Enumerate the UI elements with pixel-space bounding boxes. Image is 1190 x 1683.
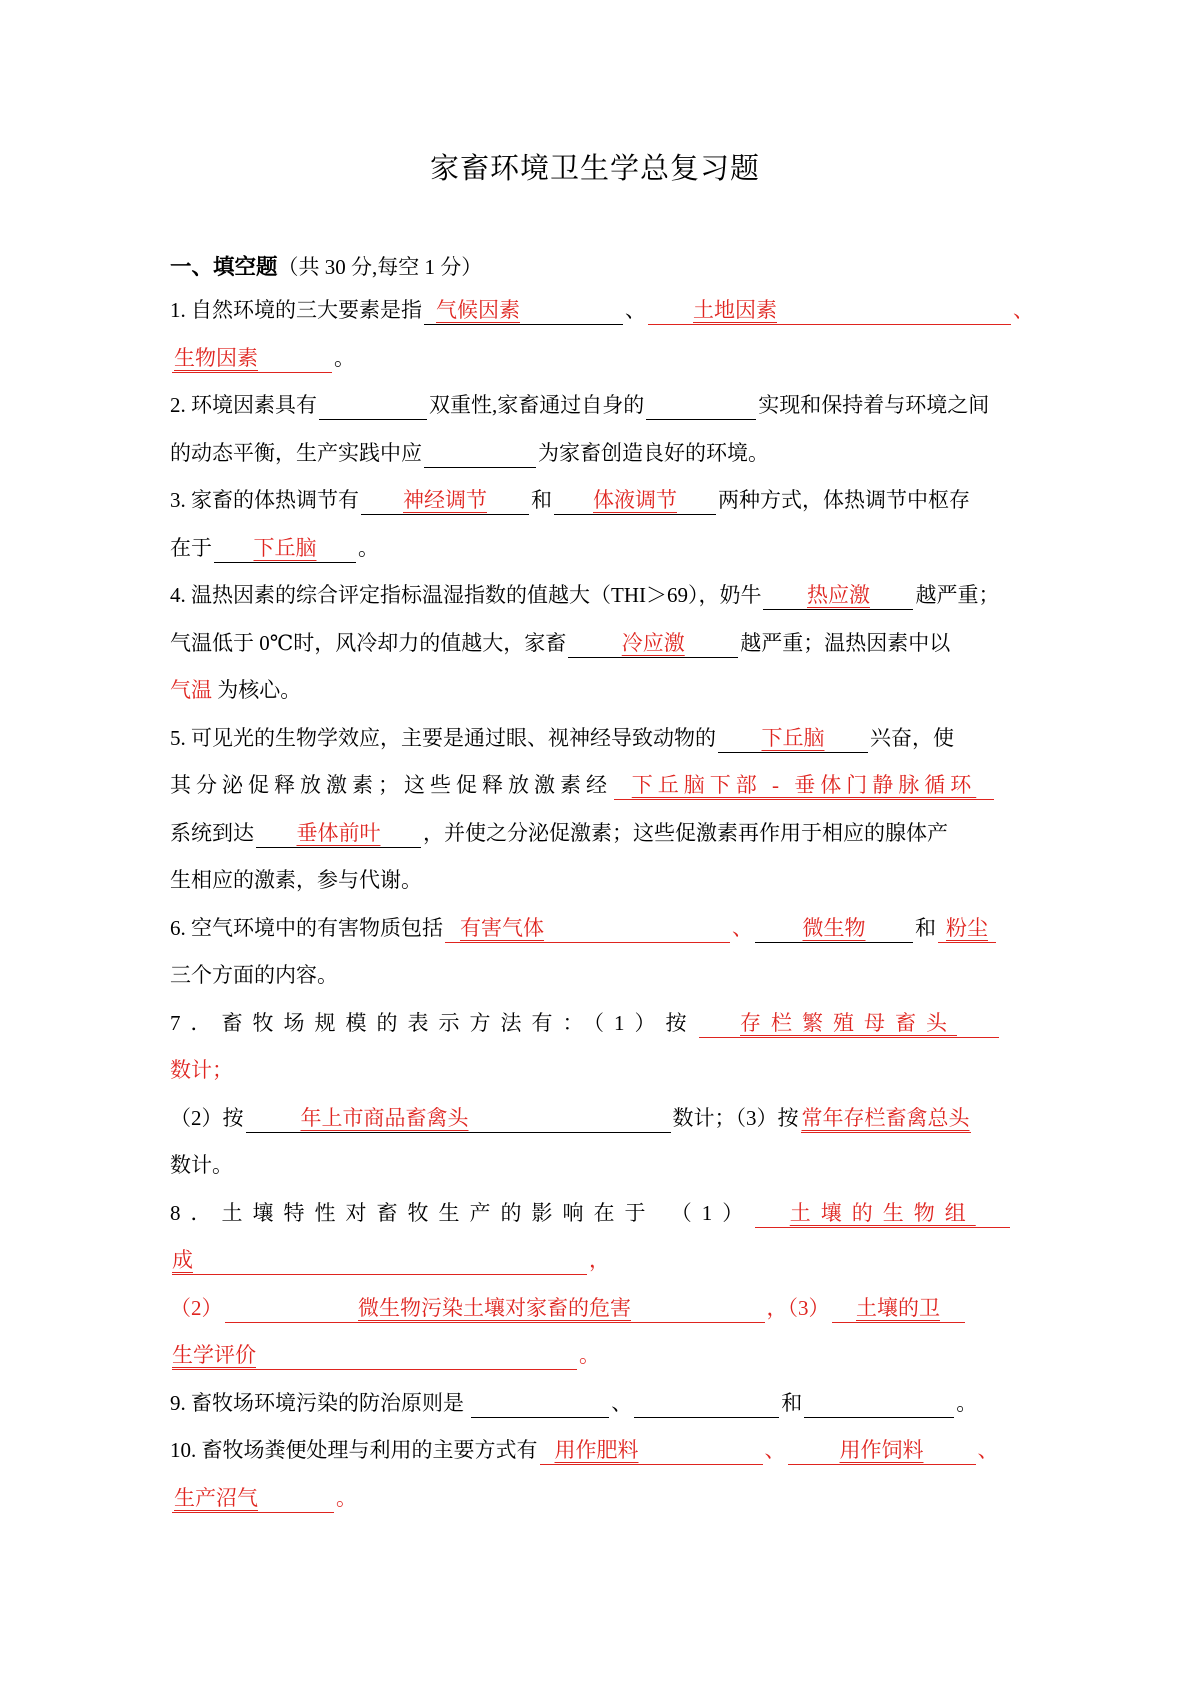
q8-line-3 <box>170 1295 1030 1343</box>
question-text: 3. 家畜的体热调节有 <box>170 488 359 512</box>
separator: ， <box>589 1248 610 1272</box>
q8-blank-4 <box>832 1295 965 1323</box>
question-text: 在于 <box>170 535 212 560</box>
separator: 、 <box>764 1438 786 1462</box>
q10-blank-1 <box>540 1437 763 1465</box>
separator: 、 <box>611 1390 633 1415</box>
q2-blank-2-empty <box>646 392 756 420</box>
question-text: 6. 空气环境中的有害物质包括 <box>170 915 443 940</box>
answer-text: 体液调节 <box>593 488 677 512</box>
question-text: 。 <box>358 535 379 560</box>
q8-blank-5 <box>172 1342 577 1370</box>
question-text: 1. 自然环境的三大要素是指 <box>170 298 422 322</box>
q1-blank-1 <box>424 297 623 325</box>
q1-line-2 <box>170 345 1030 393</box>
answer-text: 气温 <box>170 678 212 702</box>
answer-text: 成 <box>172 1248 193 1272</box>
q8-line-1 <box>170 1200 1030 1248</box>
question-text: 数计。 <box>170 1153 233 1177</box>
q4-line-1 <box>170 582 1030 630</box>
q2-blank-3-empty <box>424 440 536 468</box>
q5-line-4 <box>170 867 1030 915</box>
q5-blank-2 <box>614 772 994 800</box>
question-text: 和 <box>915 915 936 940</box>
answer-text: 粉尘 <box>946 915 988 940</box>
question-text: （2） <box>170 1295 223 1320</box>
q6-blank-1 <box>445 915 730 943</box>
answer-text: 土壤的生物组 <box>789 1200 976 1225</box>
q3-line-2 <box>170 535 1030 583</box>
question-text: 越严重； <box>915 583 1000 607</box>
separator: 。 <box>336 1485 357 1510</box>
answer-text: 常年存栏畜禽总头 <box>801 1105 970 1130</box>
question-text: 兴奋，使 <box>870 725 954 750</box>
q7-line-3 <box>170 1105 1030 1153</box>
q9-blank-3-empty <box>804 1390 954 1418</box>
question-lines <box>170 297 1034 1532</box>
question-text: 4. 温热因素的综合评定指标温湿指数的值越大（THI＞69），奶牛 <box>170 583 762 607</box>
q7-blank-1 <box>699 1010 999 1038</box>
q3-blank-2 <box>554 487 716 515</box>
answer-text: 热应激 <box>806 583 870 607</box>
q9-line-1 <box>170 1390 1030 1438</box>
answer-text: 下丘脑 <box>253 535 317 560</box>
answer-text: 有害气体 <box>460 915 544 940</box>
answer-text: 年上市商品畜禽头 <box>300 1105 469 1130</box>
answer-text: 微生物 <box>802 915 866 940</box>
answer-text: 数计； <box>170 1058 233 1082</box>
q4-line-2 <box>170 630 1030 678</box>
answer-text: 存栏繁殖母畜头 <box>740 1010 957 1035</box>
question-text: 系统到达 <box>170 820 254 845</box>
q8-blank-3 <box>225 1295 765 1323</box>
q3-blank-1 <box>361 487 529 515</box>
answer-text: 用作肥料 <box>554 1438 639 1462</box>
q5-blank-1 <box>718 725 868 753</box>
q8-blank-1 <box>755 1200 1010 1228</box>
question-text: 2. 环境因素具有 <box>170 393 317 417</box>
q8-line-4 <box>170 1342 1030 1390</box>
q2-line-2 <box>170 440 1030 488</box>
q10-blank-3 <box>172 1485 334 1513</box>
question-text: 实现和保持着与环境之间 <box>758 393 990 417</box>
section-heading-label: 一、填空题 <box>170 255 278 279</box>
q6-line-2 <box>170 962 1030 1010</box>
separator: ，（3） <box>766 1295 830 1320</box>
q4-line-3 <box>170 677 1030 725</box>
q6-line-1 <box>170 915 1030 963</box>
q7-blank-3 <box>801 1105 971 1133</box>
question-text: 。 <box>956 1390 978 1415</box>
question-text: 为家畜创造良好的环境。 <box>538 440 769 465</box>
question-text: 生相应的激素，参与代谢。 <box>170 868 422 892</box>
question-text: 三个方面的内容。 <box>170 963 338 987</box>
q4-blank-2 <box>568 630 738 658</box>
answer-text: 生产沼气 <box>174 1485 258 1510</box>
question-text: ，并使之分泌促激素；这些促激素再作用于相应的腺体产 <box>423 820 948 845</box>
section-heading <box>170 250 482 281</box>
answer-text: 下丘脑 <box>761 725 825 750</box>
q9-blank-2-empty <box>634 1390 779 1418</box>
question-text: 和 <box>531 488 552 512</box>
separator: 、 <box>625 298 646 322</box>
answer-text: 神经调节 <box>403 488 487 512</box>
q3-line-1 <box>170 487 1030 535</box>
question-text: （2）按 <box>170 1105 244 1130</box>
q10-blank-2 <box>788 1437 976 1465</box>
question-text: 气温低于 0℃时，风冷却力的值越大，家畜 <box>170 630 567 655</box>
separator: 、 <box>732 915 753 940</box>
q7-line-2 <box>170 1057 1030 1105</box>
q10-line-2 <box>170 1485 1030 1533</box>
question-text: 10. 畜牧场粪便处理与利用的主要方式有 <box>170 1438 538 1462</box>
question-text: 为核心。 <box>212 678 302 702</box>
q9-blank-1-empty <box>471 1390 609 1418</box>
question-text: 的动态平衡，生产实践中应 <box>170 440 422 465</box>
answer-text: 用作饲料 <box>839 1438 924 1462</box>
q4-blank-1 <box>763 582 913 610</box>
question-text: 数计；（3）按 <box>672 1105 799 1130</box>
q6-blank-3 <box>938 915 996 943</box>
answer-text: 土地因素 <box>693 298 777 322</box>
question-text: 7．畜牧场规模的表示方法有：（1）按 <box>170 1010 697 1035</box>
q1-blank-2 <box>648 297 1011 325</box>
answer-text: 微生物污染土壤对家畜的危害 <box>358 1295 631 1320</box>
separator: 、 <box>977 1438 999 1462</box>
q2-blank-1-empty <box>319 392 427 420</box>
answer-text: 冷应激 <box>621 630 685 655</box>
answer-text: 下丘脑下部 - 垂体门静脉循环 <box>631 773 977 797</box>
answer-text: 生物因素 <box>174 345 258 370</box>
q8-line-2 <box>170 1247 1030 1295</box>
answer-text: 气候因素 <box>436 298 520 322</box>
question-text: 8．土壤特性对畜牧生产的影响在于 （1） <box>170 1200 754 1225</box>
separator: 、 <box>1013 298 1034 322</box>
question-text: 两种方式，体热调节中枢存 <box>718 488 970 512</box>
section-heading-note: （共 30 分,每空 1 分） <box>277 255 483 279</box>
q5-line-3 <box>170 820 1030 868</box>
q5-blank-3 <box>256 820 421 848</box>
q3-blank-3 <box>214 535 356 563</box>
q8-blank-2 <box>172 1247 587 1275</box>
answer-text: 生学评价 <box>172 1343 256 1367</box>
question-text: 和 <box>781 1390 803 1415</box>
q1-line-1 <box>170 297 1034 345</box>
q1-blank-3 <box>172 345 332 373</box>
answer-text: 土壤的卫 <box>856 1295 940 1320</box>
q5-line-1 <box>170 725 1030 773</box>
q6-blank-2 <box>755 915 913 943</box>
document-title: 家畜环境卫生学总复习题 <box>429 153 760 185</box>
separator: 。 <box>579 1343 600 1367</box>
q7-line-4 <box>170 1152 1030 1200</box>
question-text: 5. 可见光的生物学效应，主要是通过眼、视神经导致动物的 <box>170 725 716 750</box>
question-text: 越严重；温热因素中以 <box>740 630 951 655</box>
answer-text: 垂体前叶 <box>296 820 381 845</box>
q5-line-2 <box>170 772 1030 820</box>
q10-line-1 <box>170 1437 1030 1485</box>
q7-line-1 <box>170 1010 1030 1058</box>
question-text: 。 <box>334 345 355 370</box>
q7-blank-2 <box>246 1105 671 1133</box>
question-text: 9. 畜牧场环境污染的防治原则是 <box>170 1390 470 1415</box>
question-text: 其分泌促释放激素；这些促释放激素经 <box>170 773 612 797</box>
q2-line-1 <box>170 392 1030 440</box>
question-text: 双重性,家畜通过自身的 <box>429 393 645 417</box>
